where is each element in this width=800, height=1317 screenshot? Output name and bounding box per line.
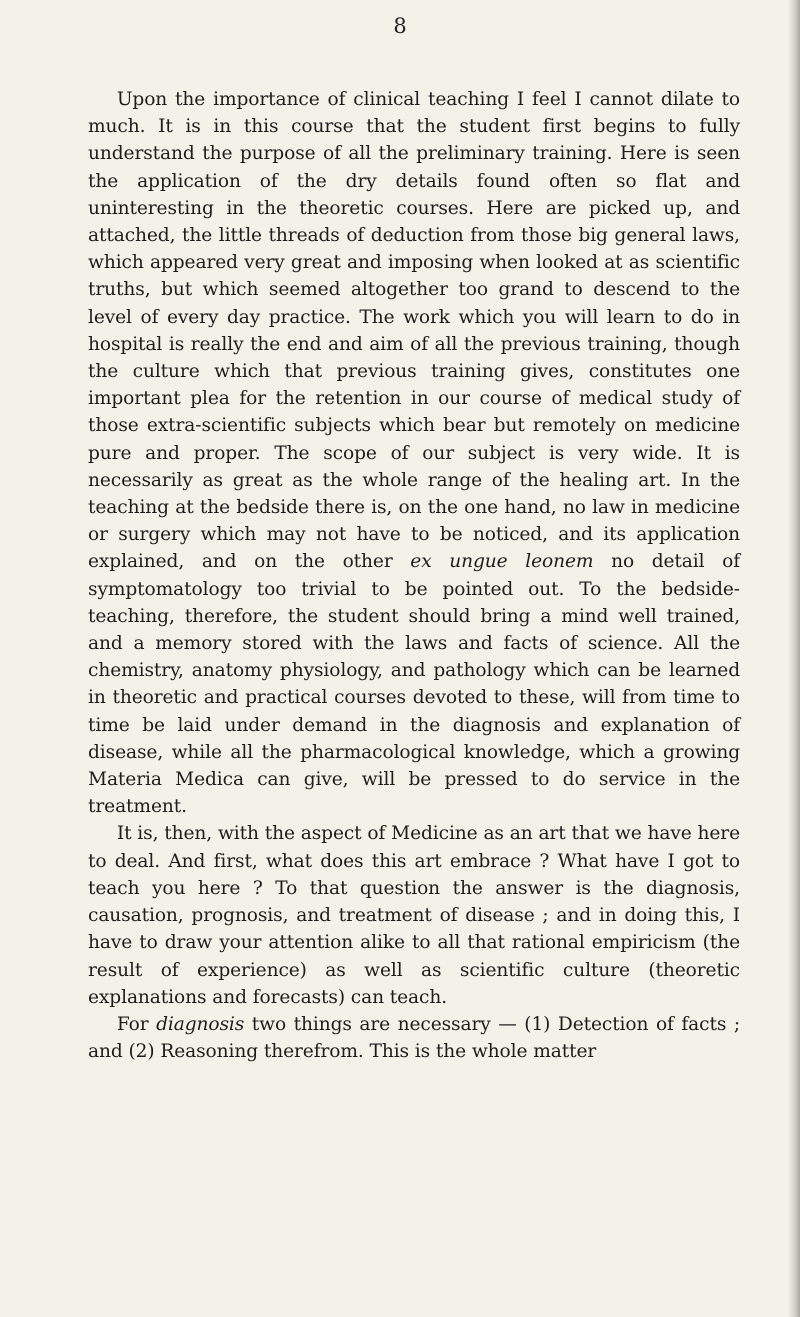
latin-phrase: ex ungue leonem (410, 551, 594, 573)
italic-term: diagnosis (156, 1013, 245, 1035)
page-edge-shadow (788, 0, 800, 1317)
page-number: 8 (393, 14, 407, 38)
body-text (88, 86, 740, 1065)
text-run: It is, then, with the aspect of Medicine as an art that we have here to deal. And first, what does this art embrace ? What have I got to teach you here ? To that question the answer is the diagnosis, causation, prognosis, and treatment of disease ; and in doing this, I have to draw your attention alike to all that rational empiricism (the result of experience) as well as scientific culture (theoretic explanations and forecasts) can teach. (88, 823, 740, 1008)
text-run: two things are necessary — (1) Detection of facts ; and (2) Reasoning therefrom. This is the whole matter (88, 1013, 740, 1063)
text-run: Upon the importance of clinical teaching I feel I cannot dilate to much. It is in this course that the student first begins to fully understand the purpose of all the preliminary training. Here is seen the application of the dry details found often so flat and uninteresting in the theoretic courses. Here are picked up, and attached, the little threads of deduction from those big general laws, which appeared very great and imposing when looked at as scientific truths, but which seemed altogether too grand to descend to the level of every day practice. The work which you will learn to do in hospital is really the end and aim of all the previous training, though the culture which that previous training gives, constitutes one important plea for the retention in our course of medical study of those extra-scientific subjects which bear but remotely on medicine pure and proper. The scope of our subject is very wide. It is necessarily as great as the whole range of the healing art. In the teaching at the bedside there is, on the one hand, no law in medicine or surgery which may not have to be noticed, and its application explained, and on the other (88, 89, 740, 573)
paragraph-clinical-teaching (88, 86, 740, 820)
text-run: no detail of symptomatology too trivial to be pointed out. To the bedside-teaching, therefore, the student should bring a mind well trained, and a memory stored with the laws and facts of science. All the chemistry, anatomy physiology, and pathology which can be learned in theoretic and practical courses devoted to these, will from time to time be laid under demand in the diagnosis and explanation of disease, while all the pharmacological knowledge, which a growing Materia Medica can give, will be pressed to do service in the treatment. (88, 551, 740, 818)
text-run: For (116, 1013, 157, 1035)
paragraph-diagnosis (88, 1011, 740, 1065)
paragraph-medicine-as-art (88, 820, 740, 1010)
